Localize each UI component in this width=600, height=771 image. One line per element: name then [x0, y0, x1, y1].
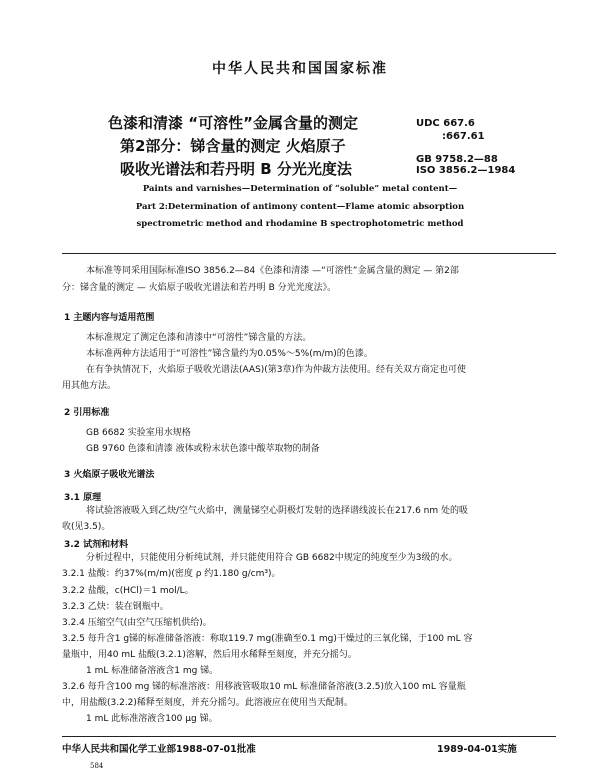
intro-line-2: 分：锑含量的测定 — 火焰原子吸收光谱法和若丹明 B 分光光度法》。: [62, 283, 337, 293]
item-3-2-4: 3.2.4 压缩空气(由空气压缩机供给)。: [62, 618, 212, 628]
udc-code-secondary: :667.61: [442, 131, 485, 142]
item-3-2-2: 3.2.2 盐酸，c(HCl)＝1 mol/L。: [62, 586, 194, 596]
section-1-para-1: 本标准规定了测定色漆和清漆中“可溶性”锑含量的方法。: [86, 333, 312, 343]
title-line-3: 吸收光谱法和若丹明 B 分光光度法: [120, 160, 352, 178]
approval-line: 中华人民共和国化学工业部1988-07-01批准: [62, 744, 256, 755]
gb-standard-number: GB 9758.2—88: [416, 154, 498, 165]
section-1-para-3: 在有争执情况下，火焰原子吸收光谱法(AAS)(第3章)作为仲裁方法使用。经有关双方商定也可使: [86, 365, 467, 375]
item-3-2-6-cont: 中，用盐酸(3.2.2)稀释至刻度，并充分摇匀。此溶液应在使用当天配制。: [62, 698, 353, 708]
section-3-heading: 3 火焰原子吸收光谱法: [64, 470, 155, 480]
title-line-1: 色漆和清漆 “可溶性”金属含量的测定: [108, 114, 358, 132]
section-3-2-heading: 3.2 试剂和材料: [64, 540, 129, 550]
national-standard-header: 中华人民共和国国家标准: [212, 61, 388, 77]
intro-line-1: 本标准等同采用国际标准ISO 3856.2—84《色漆和清漆 —“可溶性”金属含量的测定 — 第2部: [86, 266, 459, 276]
reference-gb-9760: GB 9760 色漆和清漆 液体或粉末状色漆中酸萃取物的制备: [86, 444, 320, 454]
item-3-2-5-note: 1 mL 标准储备溶液含1 mg 锑。: [86, 666, 219, 676]
item-3-2-1: 3.2.1 盐酸：约37%(m/m)(密度 ρ 约1.180 g/cm³)。: [62, 569, 281, 579]
item-3-2-3: 3.2.3 乙炔：装在钢瓶中。: [62, 602, 169, 612]
item-3-2-6-note: 1 mL 此标准溶液含100 μg 锑。: [86, 714, 218, 724]
english-title-line-1: Paints and varnishes—Determination of “soluble” metal content—: [142, 184, 458, 194]
footer-divider: [62, 736, 556, 737]
item-3-2-6: 3.2.6 每升含100 mg 锑的标准溶液：用移液管吸取10 mL 标准储备溶液(3.2.5)放入100 mL 容量瓶: [62, 682, 466, 692]
section-3-1-text-cont: 收(见3.5)。: [62, 522, 111, 532]
header-divider: [62, 253, 556, 254]
implementation-date: 1989-04-01实施: [437, 744, 517, 755]
page-number: 584: [90, 762, 104, 770]
reference-gb-6682: GB 6682 实验室用水规格: [86, 428, 191, 438]
english-title-line-2: Part 2:Determination of antimony content—Flame atomic absorption: [135, 202, 465, 212]
section-1-heading: 1 主题内容与适用范围: [64, 313, 155, 323]
section-3-1-text: 将试验溶液吸入到乙炔/空气火焰中，测量锑空心阴极灯发射的选择谱线波长在217.6 nm 处的吸: [86, 506, 468, 516]
section-1-para-2: 本标准两种方法适用于“可溶性”锑含量约为0.05%～5%(m/m)的色漆。: [86, 349, 373, 359]
section-3-2-intro: 分析过程中，只能使用分析纯试剂，并只能使用符合 GB 6682中规定的纯度至少为3级的水。: [86, 553, 458, 563]
section-3-1-heading: 3.1 原理: [64, 493, 102, 503]
title-line-2: 第2部分：锑含量的测定 火焰原子: [120, 137, 346, 155]
iso-standard-number: ISO 3856.2—1984: [416, 165, 516, 176]
item-3-2-5: 3.2.5 每升含1 g锑的标准储备溶液：称取119.7 mg(准确至0.1 mg)干燥过的三氧化锑，于100 mL 容: [62, 634, 473, 644]
section-2-heading: 2 引用标准: [64, 408, 110, 418]
english-title-line-3: spectrometric method and rhodamine B spectrophotometric method: [136, 219, 464, 229]
section-1-para-3-cont: 用其他方法。: [62, 381, 117, 391]
item-3-2-5-cont: 量瓶中，用40 mL 盐酸(3.2.1)溶解，然后用水稀释至刻度，并充分摇匀。: [62, 650, 357, 660]
udc-code: UDC 667.6: [416, 118, 475, 129]
